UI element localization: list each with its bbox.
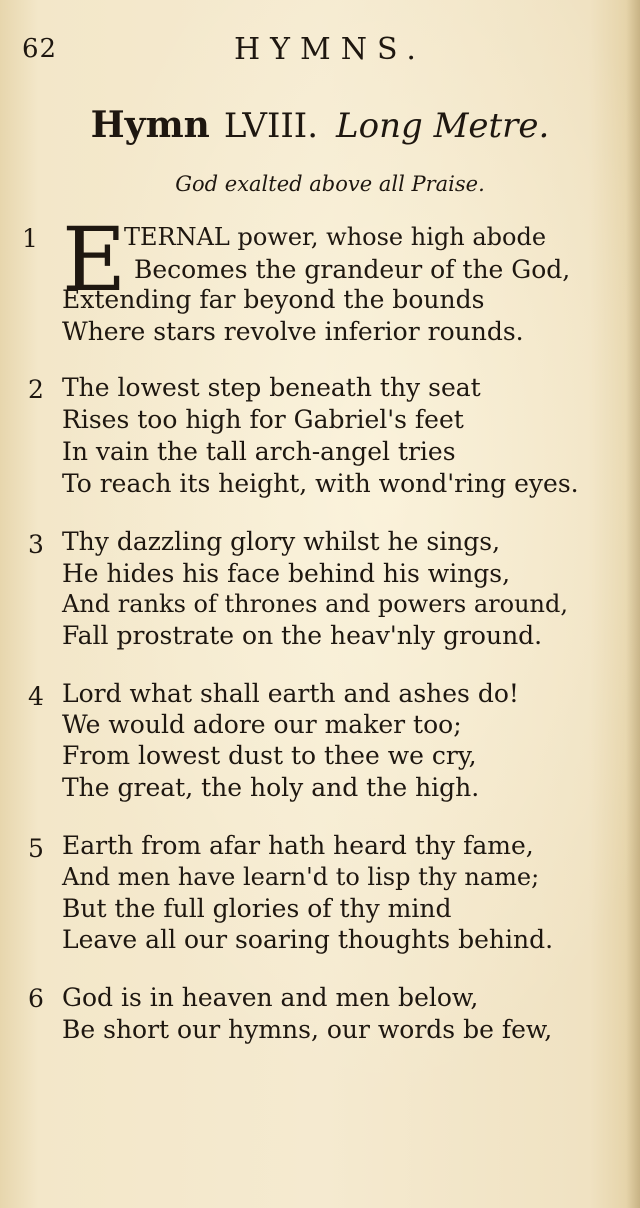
verse-line: Thy dazzling glory whilst he sings, (62, 527, 501, 556)
verse-line: Fall prostrate on the heav'nly ground. (62, 621, 543, 650)
running-head: HYMNS. (234, 32, 426, 67)
verse-line: TERNAL power, whose high abode (124, 223, 547, 251)
hymn-subtitle: God exalted above all Praise. (175, 172, 485, 196)
verse-line: Be short our hymns, our words be few, (62, 1015, 553, 1044)
stanza-number: 6 (28, 984, 44, 1013)
verse-line: Leave all our soaring thoughts behind. (62, 925, 554, 954)
hymn-title (0, 104, 640, 146)
verse-line: Earth from afar hath heard thy fame, (62, 831, 534, 860)
verse-line: We would adore our maker too; (62, 710, 462, 739)
stanza-number: 1 (22, 224, 38, 253)
verse-line: But the full glories of thy mind (62, 894, 452, 923)
verse-line: The great, the holy and the high. (62, 773, 480, 802)
hymn-metre: Long Metre. (336, 106, 550, 146)
stanza-number: 3 (28, 530, 44, 559)
page-number: 62 (22, 34, 58, 64)
verse-line: Extending far beyond the bounds (62, 285, 485, 314)
verse-line: Lord what shall earth and ashes do! (62, 679, 519, 708)
verse-line: God is in heaven and men below, (62, 983, 479, 1012)
stanza-number: 2 (28, 375, 44, 404)
verse-line: He hides his face behind his wings, (62, 559, 511, 588)
verse-line: And ranks of thrones and powers around, (62, 590, 568, 618)
verse-line: In vain the tall arch-angel tries (62, 437, 456, 466)
verse-line: From lowest dust to thee we cry, (62, 741, 477, 770)
verse-line: Where stars revolve inferior rounds. (62, 317, 524, 346)
verse-line: To reach its height, with wond'ring eyes. (62, 469, 579, 498)
verse-line: And men have learn'd to lisp thy name; (62, 863, 540, 891)
verse-line: Rises too high for Gabriel's feet (62, 405, 464, 434)
hymn-label: Hymn (90, 104, 210, 146)
drop-cap: E (62, 208, 127, 311)
stanza-number: 4 (28, 682, 44, 711)
stanza-number: 5 (28, 834, 44, 863)
verse-line: The lowest step beneath thy seat (62, 373, 481, 402)
verse-line: Becomes the grandeur of the God, (134, 255, 571, 284)
hymn-number: LVIII. (223, 106, 319, 146)
